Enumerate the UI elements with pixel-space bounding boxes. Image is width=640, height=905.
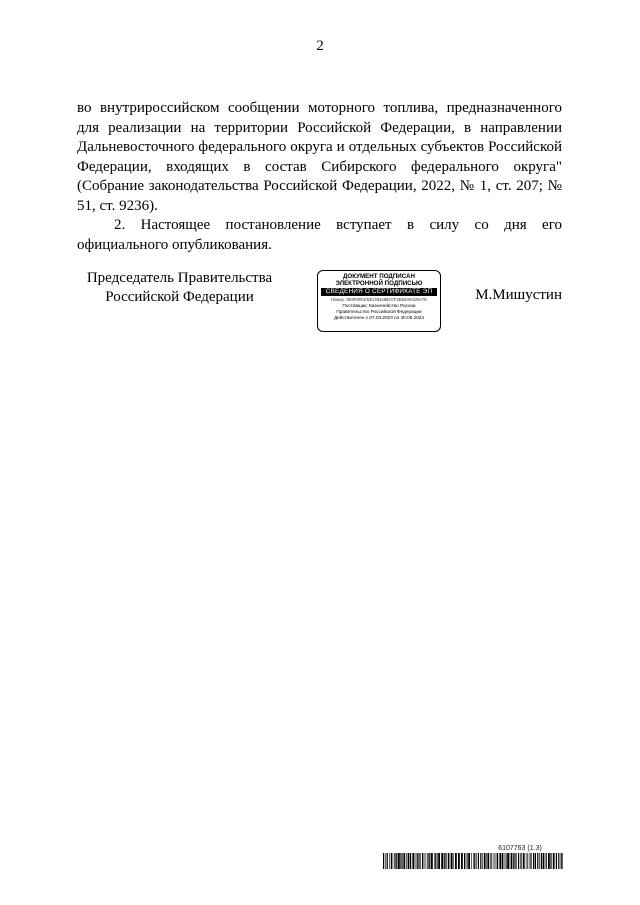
paragraph-1: во внутрироссийском сообщении моторного топлива, предназначенного для реализации на территории Российской Федерации, в направлении Дальневосточного федерального округа и отдельных субъектов Российской Федерации, входящих в состав Сибирского федерального округа" (Собрание законодательства Российской Федерации, 2022, № 1, ст. 207; № 51, ст. 9236). (77, 100, 562, 214)
signer-title (77, 269, 282, 307)
stamp-heading-line1: ДОКУМЕНТ ПОДПИСАН (343, 273, 415, 280)
stamp-certificate-number: Номер: 3E9F99CE53C484286C0F3EB4AE330A7E (331, 297, 427, 302)
paragraph-2: 2. Настоящее постановление вступает в силу со дня его официального опубликования. (77, 217, 562, 253)
signer-title-line2: Российской Федерации (105, 289, 254, 305)
stamp-supplier-line2: Правительство Российской Федерации (336, 309, 422, 314)
stamp-certificate-bar: СВЕДЕНИЯ О СЕРТИФИКАТЕ ЭП (321, 288, 437, 296)
stamp-heading-line2: ЭЛЕКТРОННОЙ ПОДПИСЬЮ (335, 280, 423, 287)
stamp-validity: Действителен с 07.03.2023 по 30.05.2024 (333, 315, 425, 320)
page-number: 2 (316, 38, 324, 54)
stamp-supplier-line1: Поставщик: Казначейство России (342, 303, 416, 308)
e-signature-stamp (317, 270, 441, 332)
barcode-icon (383, 853, 563, 869)
signer-name: М.Мишустин (475, 287, 562, 303)
signer-title-line1: Председатель Правительства (86, 270, 273, 286)
body-text (77, 99, 562, 255)
document-code: 6107763 (1.3) (498, 845, 542, 852)
